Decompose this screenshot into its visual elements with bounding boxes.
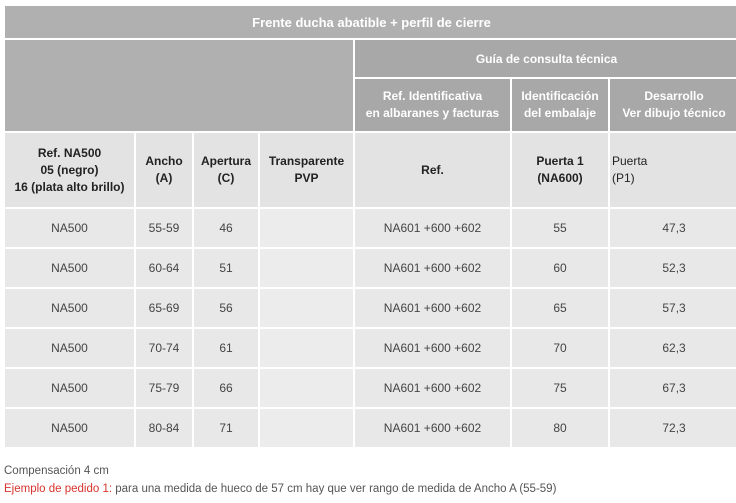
col-header-puerta1: Puerta 1 (NA600) <box>512 133 608 207</box>
cell-ref: NA500 <box>5 369 134 407</box>
col-header-puerta: Puerta (P1) <box>610 133 736 207</box>
cell-ref2: NA601 +600 +602 <box>355 369 510 407</box>
order-example-label: Ejemplo de pedido 1: <box>4 483 113 495</box>
cell-ref2: NA601 +600 +602 <box>355 209 510 247</box>
cell-ref: NA500 <box>5 329 134 367</box>
cell-ref2: NA601 +600 +602 <box>355 249 510 287</box>
cell-ancho: 60-64 <box>136 249 192 287</box>
table-title: Frente ducha abatible + perfil de cierre <box>5 6 736 38</box>
cell-transparente <box>260 289 353 327</box>
table-row <box>5 289 736 327</box>
cell-puerta1: 80 <box>512 409 608 447</box>
order-example <box>4 480 556 498</box>
cell-transparente <box>260 369 353 407</box>
cell-transparente <box>260 209 353 247</box>
cell-ref2: NA601 +600 +602 <box>355 289 510 327</box>
table-row <box>5 249 736 287</box>
cell-ancho: 80-84 <box>136 409 192 447</box>
table-row <box>5 329 736 367</box>
cell-ref: NA500 <box>5 209 134 247</box>
col-header-apertura: Apertura (C) <box>194 133 258 207</box>
cell-apertura: 66 <box>194 369 258 407</box>
guide-col-packaging: Identificación del embalaje <box>512 79 608 131</box>
cell-puerta1: 75 <box>512 369 608 407</box>
cell-transparente <box>260 249 353 287</box>
notes <box>4 462 556 498</box>
table-row <box>5 409 736 447</box>
cell-puerta1: 55 <box>512 209 608 247</box>
cell-puerta: 47,3 <box>610 209 736 247</box>
table-row <box>5 209 736 247</box>
cell-ref: NA500 <box>5 249 134 287</box>
cell-ancho: 75-79 <box>136 369 192 407</box>
spec-table <box>3 4 736 449</box>
cell-ref: NA500 <box>5 289 134 327</box>
cell-apertura: 51 <box>194 249 258 287</box>
cell-transparente <box>260 409 353 447</box>
compensation-note: Compensación 4 cm <box>4 465 109 477</box>
cell-puerta: 52,3 <box>610 249 736 287</box>
cell-ref2: NA601 +600 +602 <box>355 329 510 367</box>
cell-ref2: NA601 +600 +602 <box>355 409 510 447</box>
cell-puerta: 57,3 <box>610 289 736 327</box>
col-header-ancho: Ancho (A) <box>136 133 192 207</box>
cell-ancho: 55-59 <box>136 209 192 247</box>
cell-puerta: 72,3 <box>610 409 736 447</box>
header-spacer <box>5 40 353 131</box>
cell-ref: NA500 <box>5 409 134 447</box>
guide-header: Guía de consulta técnica <box>355 40 736 77</box>
cell-transparente <box>260 329 353 367</box>
col-header-transparente: Transparente PVP <box>260 133 353 207</box>
cell-ancho: 65-69 <box>136 289 192 327</box>
cell-apertura: 71 <box>194 409 258 447</box>
col-header-ref: Ref. NA500 05 (negro) 16 (plata alto brillo) <box>5 133 134 207</box>
cell-puerta: 67,3 <box>610 369 736 407</box>
cell-puerta: 62,3 <box>610 329 736 367</box>
cell-puerta1: 65 <box>512 289 608 327</box>
col-header-ref2: Ref. <box>355 133 510 207</box>
table-row <box>5 369 736 407</box>
cell-ancho: 70-74 <box>136 329 192 367</box>
order-example-text: para una medida de hueco de 57 cm hay que ver rango de medida de Ancho A (55-59) <box>112 483 557 495</box>
cell-apertura: 61 <box>194 329 258 367</box>
guide-col-drawing: Desarrollo Ver dibujo técnico <box>610 79 736 131</box>
guide-col-ref: Ref. Identificativa en albaranes y facturas <box>355 79 510 131</box>
cell-apertura: 46 <box>194 209 258 247</box>
cell-puerta1: 60 <box>512 249 608 287</box>
cell-puerta1: 70 <box>512 329 608 367</box>
cell-apertura: 56 <box>194 289 258 327</box>
